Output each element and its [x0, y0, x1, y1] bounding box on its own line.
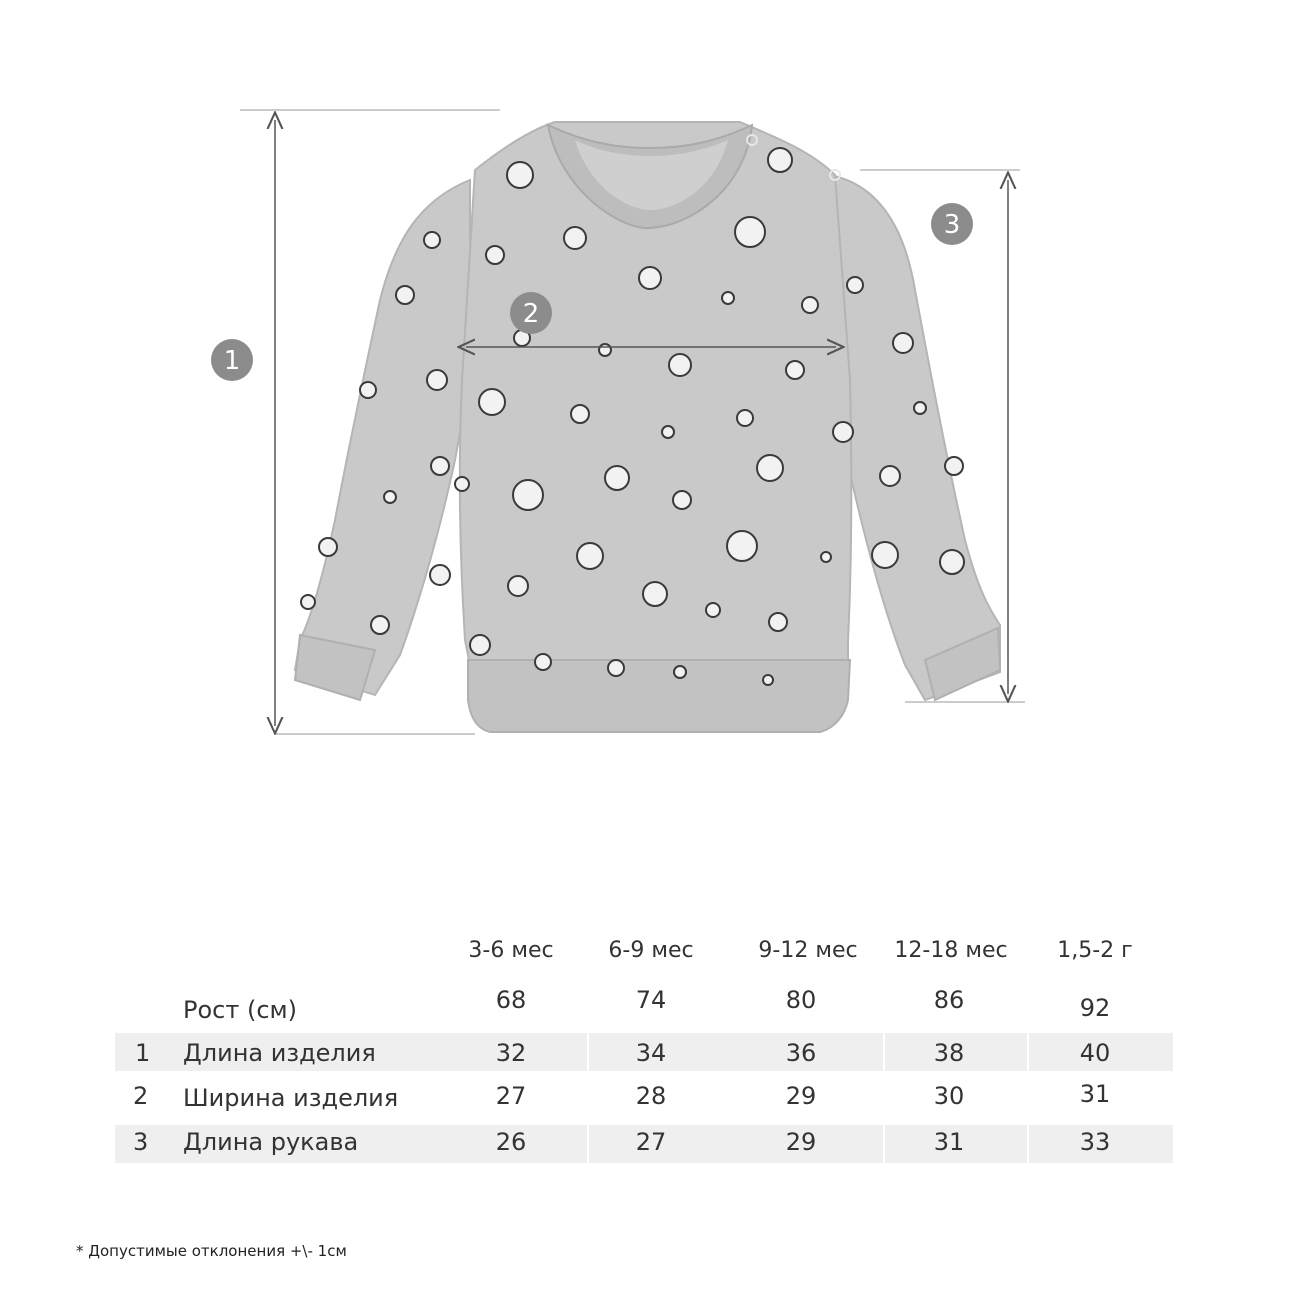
- table-cell: 68: [495, 986, 527, 1014]
- height-row-label: Рост (см): [183, 996, 297, 1024]
- table-cell: 30: [933, 1082, 965, 1110]
- table-cell: 27: [635, 1128, 667, 1156]
- table-cell: 40: [1079, 1039, 1111, 1067]
- marker-2: [510, 292, 552, 334]
- column-header: 9-12 мес: [758, 938, 858, 963]
- marker-3-label: 3: [943, 210, 961, 240]
- row-number: 1: [135, 1039, 151, 1067]
- table-cell: 31: [933, 1128, 965, 1156]
- column-header: 12-18 мес: [894, 938, 1008, 963]
- table-cell: 29: [785, 1082, 817, 1110]
- table-cell: 86: [933, 986, 965, 1014]
- table-row: [115, 1078, 1173, 1116]
- table-cell: 28: [635, 1082, 667, 1110]
- table-cell: 80: [785, 986, 817, 1014]
- marker-3: [931, 203, 973, 245]
- table-cell: 36: [785, 1039, 817, 1067]
- tolerance-footnote: * Допустимые отклонения +\- 1см: [76, 1242, 347, 1260]
- table-cell: 26: [495, 1128, 527, 1156]
- table-cell: 32: [495, 1039, 527, 1067]
- row-label: Ширина изделия: [183, 1084, 399, 1112]
- table-cell: 31: [1079, 1080, 1111, 1108]
- table-row: [115, 1125, 1173, 1163]
- table-cell: 74: [635, 986, 667, 1014]
- table-cell: 34: [635, 1039, 667, 1067]
- table-cell: 27: [495, 1082, 527, 1110]
- row-label: Длина рукава: [183, 1128, 359, 1156]
- row-number: 3: [133, 1128, 149, 1156]
- row-label: Длина изделия: [183, 1039, 376, 1067]
- column-header: 6-9 мес: [608, 938, 694, 963]
- column-header: 3-6 мес: [468, 938, 554, 963]
- table-cell: 92: [1079, 994, 1111, 1022]
- marker-2-label: 2: [522, 299, 540, 329]
- table-cell: 29: [785, 1128, 817, 1156]
- table-cell: 33: [1079, 1128, 1111, 1156]
- column-header: 1,5-2 г: [1057, 938, 1133, 963]
- row-number: 2: [133, 1082, 149, 1110]
- marker-1-label: 1: [223, 346, 241, 376]
- sweatshirt-shape: [295, 122, 1000, 732]
- table-row: [115, 1033, 1173, 1071]
- marker-1: [211, 339, 253, 381]
- table-cell: 38: [933, 1039, 965, 1067]
